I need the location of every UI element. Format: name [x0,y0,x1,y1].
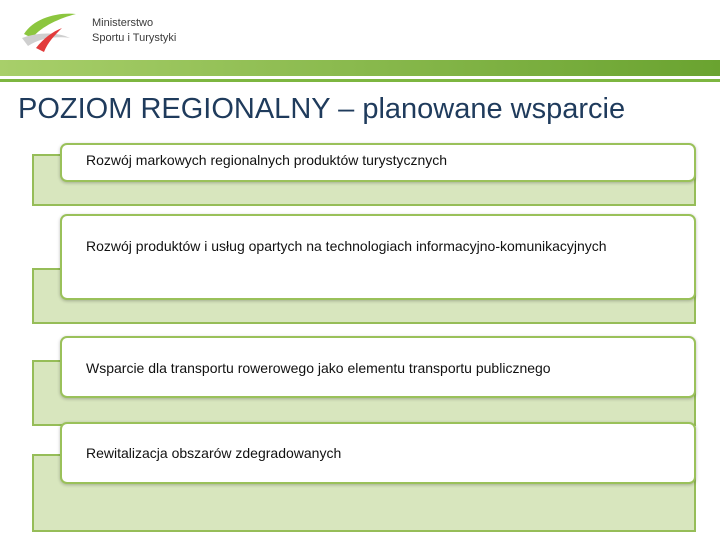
ministry-logo-icon [18,8,84,54]
item-card [60,214,696,300]
header [0,0,720,60]
item-card [60,143,696,182]
page-title: POZIOM REGIONALNY – planowane wsparcie [18,93,626,125]
item-card [60,336,696,398]
ministry-name [92,16,176,46]
item-text: Rozwój produktów i usług opartych na technologiach informacyjno-komunikacyjnych [86,238,607,254]
item-card [60,422,696,484]
header-green-rule [0,79,720,82]
logo-line-1: Ministerstwo [92,17,154,29]
header-green-bar [0,60,720,76]
logo-line-2: Sportu i Turystyki [92,32,177,44]
item-text: Rozwój markowych regionalnych produktów turystycznych [86,152,448,168]
item-text: Wsparcie dla transportu rowerowego jako elementu transportu publicznego [86,360,551,376]
item-text: Rewitalizacja obszarów zdegradowanych [86,445,342,461]
